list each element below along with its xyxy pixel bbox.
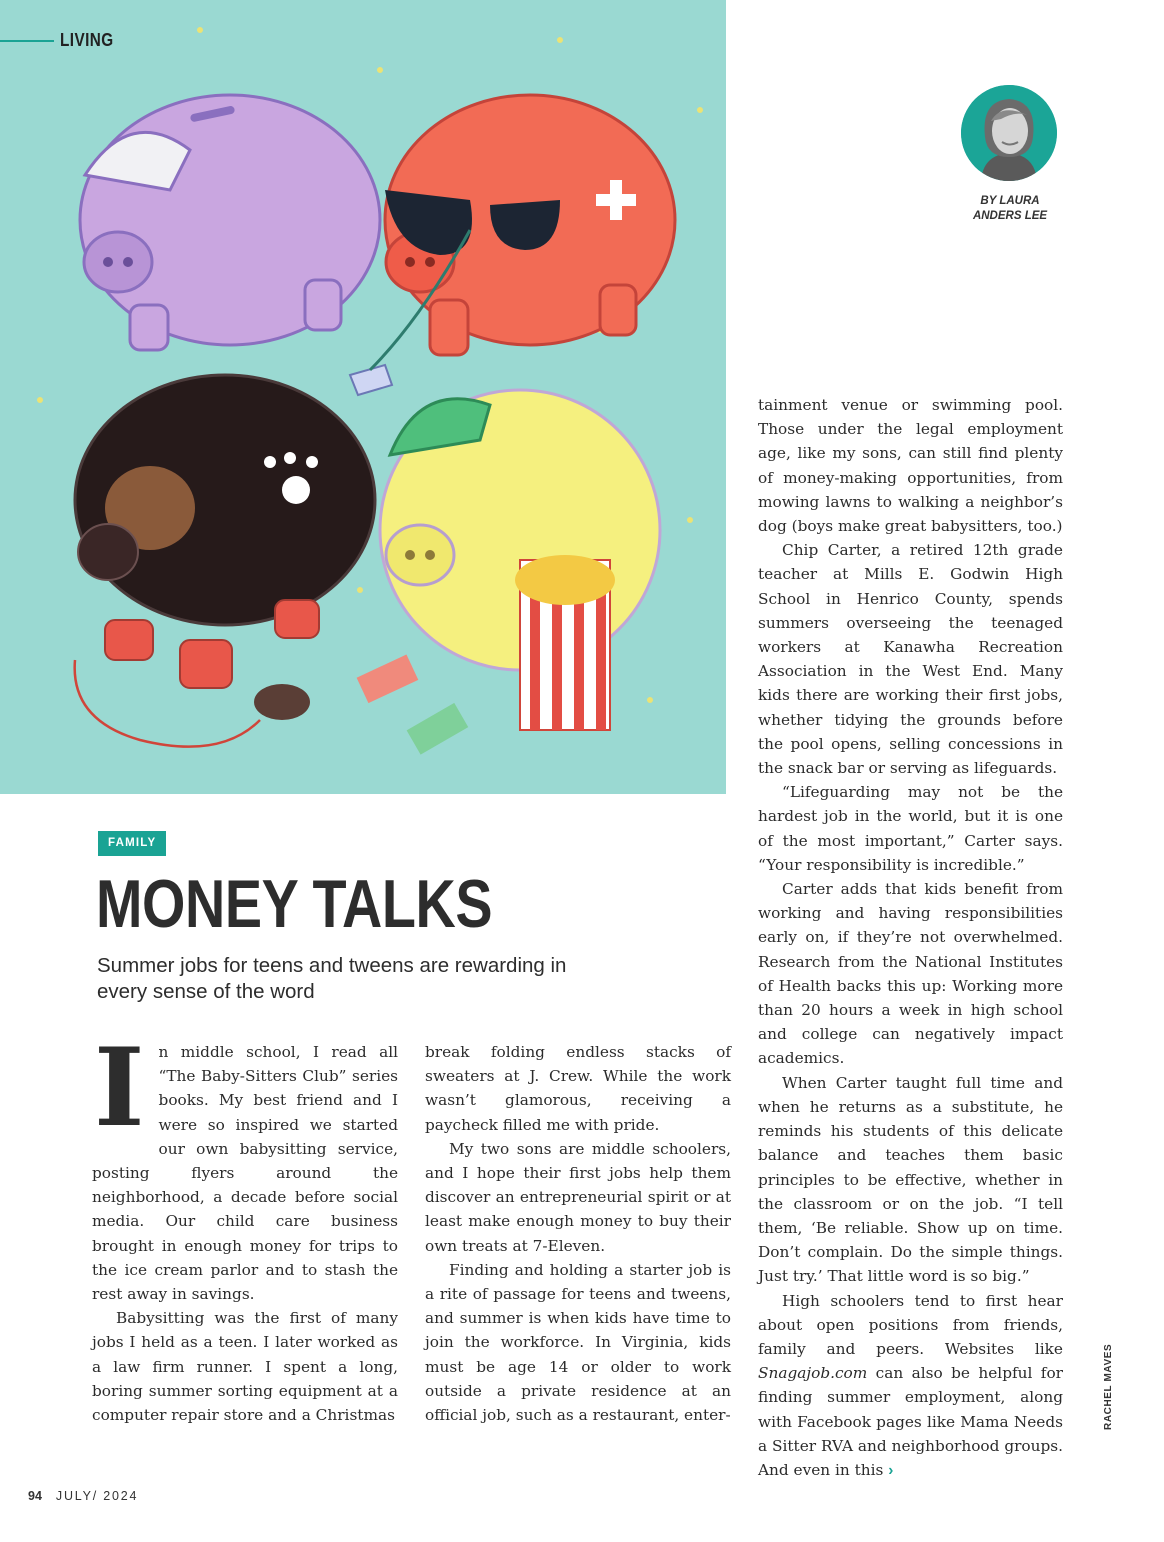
paragraph-text: can also be helpful for finding summer employment, along with Facebook pages like Mama Needs a Sitter RVA and neighborhood groups. And even in this [758, 1364, 1063, 1479]
illustration-credit: RACHEL MAVES [1103, 1343, 1114, 1430]
body-paragraph [758, 1289, 1063, 1484]
page-folio [28, 1489, 138, 1503]
body-paragraph: When Carter taught full time and when he returns as a substitute, he reminds his students of this delicate balance and teaches them basic principles to be effective, whether in the classroom or on the job. “I tell them, ‘Be reliable. Show up on time. Don’t complain. Do the simple things. Just try.’ That little word is so big.” [758, 1073, 1063, 1286]
issue-date: JULY/ 2024 [55, 1489, 139, 1503]
byline-line-1: BY LAURA [980, 195, 1040, 207]
paragraph-text: High schoolers tend to first hear about open positions from friends, family and peers. Websites like [758, 1291, 1063, 1358]
body-paragraph: Babysitting was the first of many jobs I held as a teen. I later worked as a law firm runner. I spent a long, boring summer sorting equipment at a computer repair store and a Christmas [92, 1309, 398, 1425]
section-rule [0, 40, 54, 42]
drop-cap: I [94, 1025, 145, 1151]
body-paragraph [92, 1025, 398, 1306]
body-column-1 [92, 1025, 398, 1427]
byline-line-2: ANDERS LEE [972, 210, 1048, 222]
body-paragraph: Carter adds that kids benefit from working and having responsibilities early on, if they’re not overwhelmed. Research from the National Institutes of Health backs this up: Working more than 20 hours a week in high school and college can negatively impact academics. [758, 880, 1063, 1068]
continue-arrow-icon[interactable]: › [888, 1461, 894, 1479]
paragraph-text: n middle school, I read all “The Baby-Sitters Club” series books. My best friend and I were so inspired we started our own babysitting service, posting flyers around the neighborhood, a decade before social media. Our child care business brought in enough money for trips to the ice cream parlor and to stash the rest away in savings. [92, 1043, 398, 1304]
illustration-artwork [0, 0, 726, 794]
author-byline [940, 194, 1080, 224]
article-headline: MONEY TALKS [96, 866, 493, 942]
body-paragraph: My two sons are middle schoolers, and I hope their first jobs help them discover an entrepreneurial spirit or at least make enough money to buy their own treats at 7-Eleven. [425, 1139, 731, 1255]
category-tag: FAMILY [98, 831, 166, 856]
author-avatar [961, 85, 1057, 181]
piggy-banks-illustration [0, 0, 726, 794]
website-name: Snagajob.com [758, 1364, 868, 1383]
author-portrait [961, 85, 1057, 181]
body-paragraph: “Lifeguarding may not be the hardest job in the world, but it is one of the most important,” Carter says. “Your responsibility is incredible.” [758, 783, 1063, 874]
article-deck: Summer jobs for teens and tweens are rewarding in every sense of the word [97, 954, 567, 1003]
body-paragraph: break folding endless stacks of sweaters at J. Crew. While the work wasn’t glamorous, receiving a paycheck filled me with pride. [425, 1043, 731, 1134]
body-paragraph: Finding and holding a starter job is a rite of passage for teens and tweens, and summer is when kids have time to join the workforce. In Virginia, kids must be age 14 or older to work outside a private residence at an official job, such as a restaurant, enter- [425, 1260, 731, 1425]
body-column-3 [758, 393, 1063, 1483]
body-column-2 [425, 1040, 731, 1427]
body-paragraph: Chip Carter, a retired 12th grade teacher at Mills E. Godwin High School in Henrico County, spends summers overseeing the teenaged workers at Kanawha Recreation Association in the West End. Many kids there are working their first jobs, whether tidying the grounds before the pool opens, selling concessions in the snack bar or serving as lifeguards. [758, 541, 1063, 778]
body-paragraph: tainment venue or swimming pool. Those under the legal employment age, like my sons, can still find plenty of money-making opportunities, from mowing lawns to walking a neighbor’s dog (boys make great babysitters, too.) [758, 396, 1063, 536]
page-number: 94 [28, 1489, 42, 1503]
section-label: LIVING [60, 30, 114, 50]
